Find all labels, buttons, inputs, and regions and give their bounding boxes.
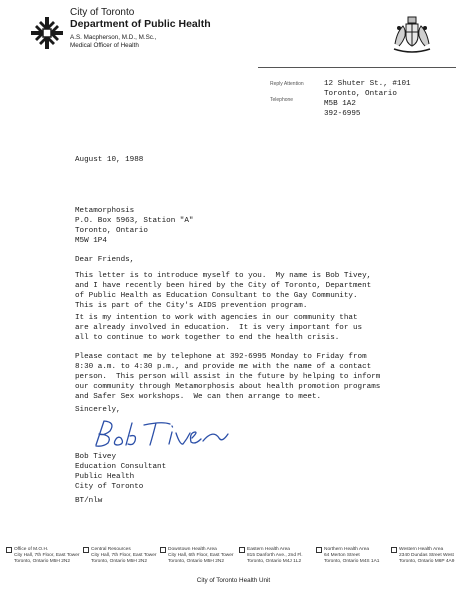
paragraph-line: This is part of the City's AIDS prevention program. — [75, 302, 308, 310]
letter-date: August 10, 1988 — [75, 156, 144, 164]
checkbox-icon — [83, 547, 89, 553]
signer-organization: City of Toronto — [75, 483, 144, 491]
signer-department: Public Health — [75, 473, 135, 481]
recipient-line: P.O. Box 5963, Station "A" — [75, 217, 194, 225]
office-name: Downtown Health Area — [168, 547, 217, 552]
recipient-line: Metamorphosis — [75, 207, 135, 215]
office-address: 2340 Dundas Street West — [399, 553, 454, 558]
office-address: City Hall, 7th Floor, East Tower — [91, 553, 157, 558]
office-city: Toronto, Ontario M4J 1L2 — [247, 559, 302, 564]
signer-name: Bob Tivey — [75, 453, 117, 461]
office-eastern — [239, 547, 303, 565]
officer-title: Medical Officer of Health — [70, 42, 139, 49]
signature-block — [75, 452, 166, 492]
paragraph-line: It is my intention to work with agencies in our community that — [75, 314, 358, 322]
office-address: City Hall, 6th Floor, East Tower — [168, 553, 234, 558]
salutation: Dear Friends, — [75, 256, 135, 264]
office-city: Toronto, Ontario M5H 2N2 — [168, 559, 224, 564]
office-name: Northern Health Area — [324, 547, 370, 552]
office-downtown — [160, 547, 234, 565]
paragraph-line: This letter is to introduce myself to you. My name is Bob Tivey, — [75, 272, 372, 280]
paragraph-line: of Public Health as Education Consultant to the Gay Community. — [75, 292, 358, 300]
department-name: Department of Public Health — [70, 18, 211, 30]
officer-name: A.S. Macpherson, M.D., M.Sc., — [70, 34, 157, 41]
footer-title: City of Toronto Health Unit — [196, 577, 271, 584]
paragraph-line: and Safer Sex workshops. We can then arrange to meet. — [75, 393, 322, 401]
address-line: 12 Shuter St., #101 — [324, 80, 411, 88]
office-name: Office of M.O.H. — [14, 547, 49, 552]
office-city: Toronto, Ontario M5H 2N2 — [91, 559, 147, 564]
office-city: Toronto, Ontario M5H 2N2 — [14, 559, 70, 564]
paragraph-introduction — [75, 271, 371, 311]
office-central-resources — [83, 547, 157, 565]
checkbox-icon — [160, 547, 166, 553]
city-of-toronto-logo — [30, 16, 64, 50]
reply-attention-label: Reply Attention — [270, 81, 304, 87]
office-name: Central Resources — [91, 547, 131, 552]
paragraph-line: person. This person will assist in the future by helping to inform — [75, 373, 381, 381]
office-address: 64 Merton Street — [324, 553, 360, 558]
telephone-label: Telephone — [270, 97, 294, 103]
paragraph-line: 8:30 a.m. to 4:30 p.m., and provide me with the name of a contact — [75, 363, 372, 371]
recipient-address — [75, 206, 193, 246]
address-line: Toronto, Ontario — [324, 90, 397, 98]
paragraph-contact — [75, 352, 380, 402]
coat-of-arms-crest — [389, 14, 435, 54]
signer-title: Education Consultant — [75, 463, 167, 471]
office-address: City Hall, 7th Floor, East Tower — [14, 553, 80, 558]
office-city: Toronto, Ontario M4S 1A1 — [324, 559, 380, 564]
sender-address — [324, 79, 411, 119]
office-northern — [316, 547, 379, 565]
paragraph-line: Please contact me by telephone at 392-6995 Monday to Friday from — [75, 353, 367, 361]
office-name: Western Health Area — [399, 547, 444, 552]
office-name: Eastern Health Area — [247, 547, 290, 552]
paragraph-line: are already involved in education. It is very important for us — [75, 324, 363, 332]
header-divider — [258, 67, 456, 68]
paragraph-line: and I have recently been hired by the City of Toronto, Department — [75, 282, 372, 290]
office-city: Toronto, Ontario M6P 4A9 — [399, 559, 455, 564]
checkbox-icon — [391, 547, 397, 553]
phone-number: 392-6995 — [324, 110, 361, 118]
checkbox-icon — [6, 547, 12, 553]
checkbox-icon — [239, 547, 245, 553]
city-name: City of Toronto — [70, 7, 135, 18]
paragraph-line: all to continue to work together to end the health crisis. — [75, 334, 340, 342]
address-line: M5B 1A2 — [324, 100, 356, 108]
office-western — [391, 547, 454, 565]
closing: Sincerely, — [75, 406, 121, 414]
office-address: 815 Danforth Ave., 2nd Fl. — [247, 553, 303, 558]
typist-initials: BT/nlw — [75, 497, 103, 505]
recipient-line: Toronto, Ontario — [75, 227, 148, 235]
recipient-line: M5W 1P4 — [75, 237, 107, 245]
paragraph-intention — [75, 313, 362, 343]
paragraph-line: our community through Metamorphosis about health promotion programs — [75, 383, 381, 391]
handwritten-signature — [92, 418, 242, 450]
checkbox-icon — [316, 547, 322, 553]
office-moh — [6, 547, 80, 565]
